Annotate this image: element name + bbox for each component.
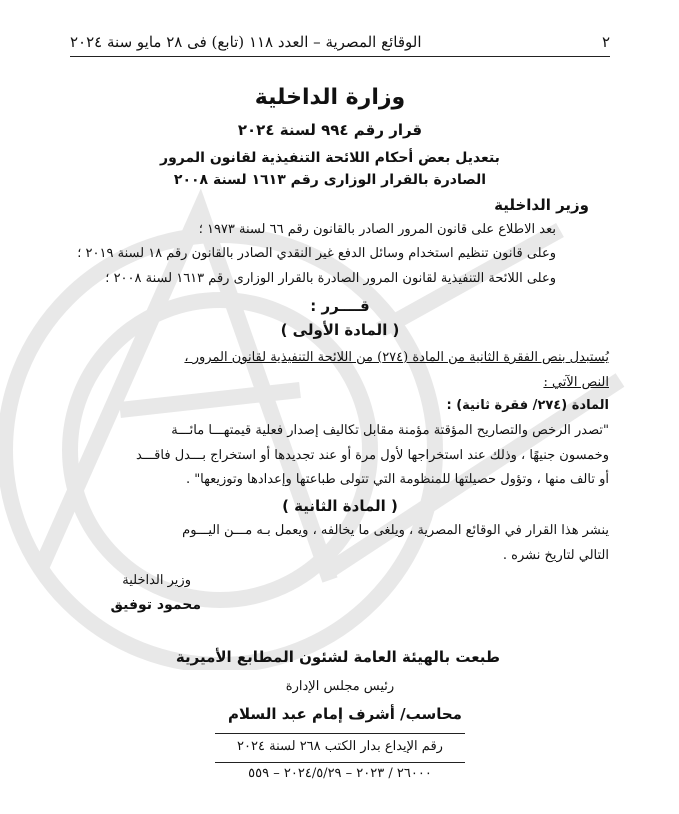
article-1-text-line-2: النص الآتي : [543, 375, 609, 390]
publication-line: الوقائع المصرية – العدد ١١٨ (تابع) فى ٢٨ مايو سنة ٢٠٢٤ [70, 33, 422, 51]
board-title: رئيس مجلس الإدارة [285, 679, 395, 694]
article-2-body-line-1: ينشر هذا القرار في الوقائع المصرية ، ويلغى ما يخالفه ، ويعمل بـه مـــن اليـــوم [182, 523, 609, 538]
ministry-title: وزارة الداخلية [254, 85, 406, 110]
page-number: ٢ [601, 33, 610, 51]
article-2-heading: ( المادة الثانية ) [282, 497, 398, 515]
signature-name: محمود توفيق [110, 597, 201, 613]
decree-subject-line-2: الصادرة بالقرار الوزارى رقم ١٦١٣ لسنة ٢٠٠٨ [173, 172, 487, 188]
minister-heading: وزير الداخلية [494, 196, 589, 214]
article-1-sub-heading: المادة (٢٧٤/ فقرة ثانية) : [446, 398, 609, 413]
printer-line: طبعت بالهيئة العامة لشئون المطابع الأميرية [175, 648, 500, 666]
preamble-line-2: وعلى قانون تنظيم استخدام وسائل الدفع غير النقدي الصادر بالقانون رقم ١٨ لسنة ٢٠١٩ ؛ [77, 246, 556, 261]
decree-number: قرار رقم ٩٩٤ لسنة ٢٠٢٤ [237, 121, 423, 139]
footer-divider-top [215, 733, 465, 734]
chairman-name: محاسب/ أشرف إمام عبد السلام [228, 705, 462, 723]
preamble-line-1: بعد الاطلاع على قانون المرور الصادر بالقانون رقم ٦٦ لسنة ١٩٧٣ ؛ [198, 222, 556, 237]
signature-title: وزير الداخلية [122, 573, 191, 588]
article-1-heading: ( المادة الأولى ) [280, 321, 400, 339]
article-2-body-line-2: التالي لتاريخ نشره . [502, 548, 609, 563]
page-header [70, 28, 610, 57]
footer-divider-bottom [215, 762, 465, 763]
article-1-body-line-2: وخمسون جنيهًا ، وذلك عند استخراجها لأول مرة أو عند تجديدها أو استخراج بـــدل فاقـــد [135, 448, 609, 463]
article-1-body-line-3: أو تالف منها ، وتؤول حصيلتها للمنظومة التي تتولى طباعتها وإعدادها وتوزيعها" . [185, 472, 609, 487]
decree-subject-line-1: بتعديل بعض أحكام اللائحة التنفيذية لقانون المرور [160, 150, 500, 166]
deposit-code-line: ٢٦٠٠٠ / ٢٠٢٣ – ٢٠٢٤/٥/٢٩ – ٥٥٩ [248, 766, 432, 781]
decided-heading: قــــرر : [310, 297, 370, 315]
preamble-line-3: وعلى اللائحة التنفيذية لقانون المرور الصادرة بالقرار الوزارى رقم ١٦١٣ لسنة ٢٠٠٨ ؛ [105, 271, 556, 286]
article-1-text-line-1: يُستبدل بنص الفقرة الثانية من المادة (٢٧٤) من اللائحة التنفيذية لقانون المرور ، [184, 350, 609, 365]
deposit-line: رقم الإيداع بدار الكتب ٢٦٨ لسنة ٢٠٢٤ [237, 739, 443, 754]
article-1-body-line-1: "تصدر الرخص والتصاريح المؤقتة مؤمنة مقابل تكاليف إصدار فعلية قيمتهـــا مائـــة [171, 423, 609, 438]
